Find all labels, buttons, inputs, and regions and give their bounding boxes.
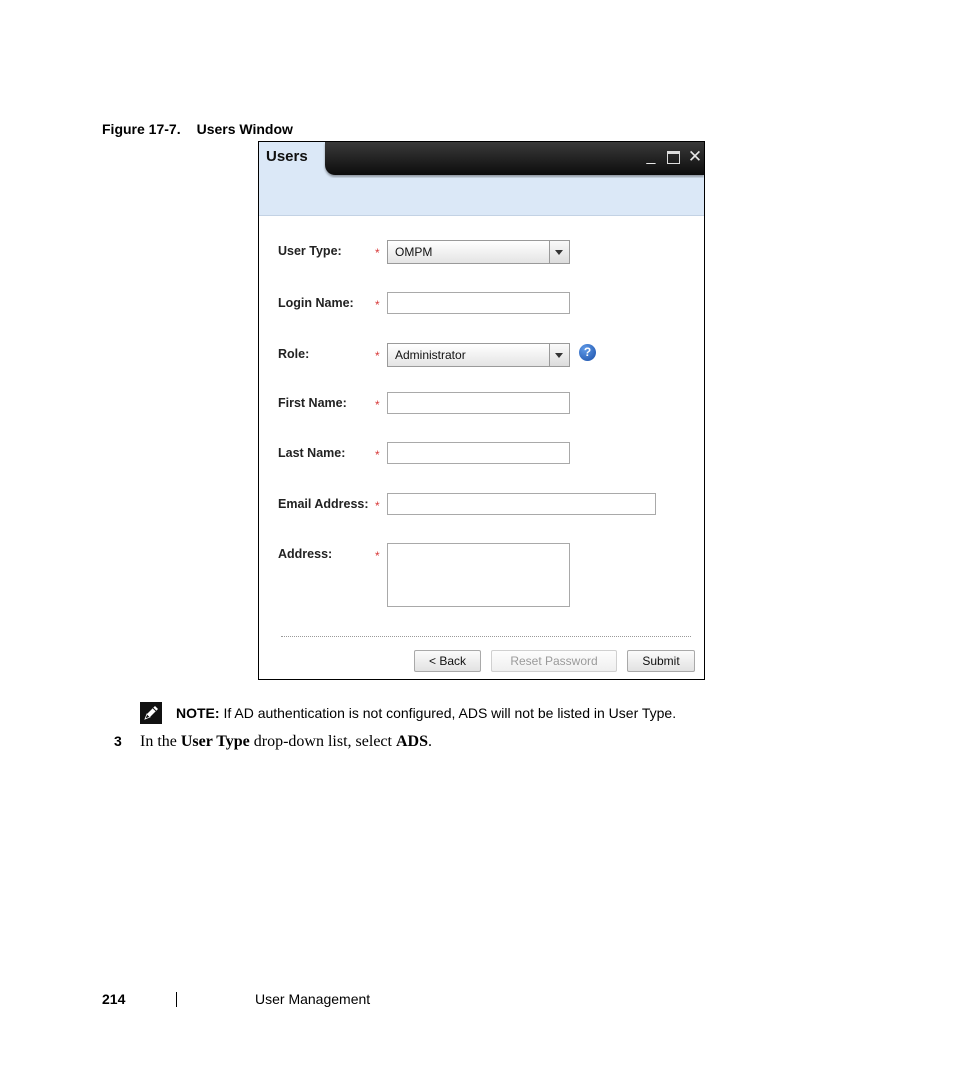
login-name-input[interactable]: [387, 292, 570, 314]
figure-number: Figure 17-7.: [102, 121, 181, 137]
user-type-label: User Type:: [278, 244, 342, 258]
step-number: 3: [114, 733, 122, 749]
step-text-pre: In the: [140, 733, 181, 750]
note-label: NOTE:: [176, 705, 220, 721]
user-type-value: OMPM: [395, 245, 433, 259]
user-type-select[interactable]: [387, 240, 570, 264]
note-text: [176, 705, 676, 721]
first-name-input[interactable]: [387, 392, 570, 414]
email-input[interactable]: [387, 493, 656, 515]
user-type-required-mark: *: [375, 246, 380, 260]
figure-caption: [102, 121, 293, 137]
role-label: Role:: [278, 347, 310, 361]
step-text-mid: drop-down list, select: [249, 733, 396, 750]
close-icon[interactable]: ✕: [687, 147, 703, 166]
chevron-down-icon[interactable]: [549, 241, 569, 263]
step-3: [114, 733, 432, 751]
back-button[interactable]: < Back: [414, 650, 481, 672]
footer-section-title: User Management: [255, 991, 371, 1007]
header-band: [259, 178, 704, 216]
first-name-required-mark: *: [375, 398, 380, 412]
submit-button[interactable]: Submit: [627, 650, 695, 672]
role-value: Administrator: [395, 348, 466, 362]
tab-users[interactable]: Users: [266, 148, 308, 165]
footer-separator: [176, 992, 177, 1007]
step-field-name: User Type: [180, 733, 250, 750]
maximize-icon[interactable]: [665, 148, 681, 166]
role-required-mark: *: [375, 349, 380, 363]
email-label: Email Address:: [278, 497, 369, 511]
step-value: ADS: [395, 733, 428, 750]
address-textarea[interactable]: [387, 543, 570, 607]
help-icon[interactable]: ?: [579, 344, 596, 361]
figure-title: Users Window: [196, 121, 293, 137]
address-label: Address:: [278, 547, 333, 561]
users-window: [258, 141, 705, 680]
note-pencil-icon: [140, 702, 162, 724]
last-name-required-mark: *: [375, 448, 380, 462]
first-name-label: First Name:: [278, 396, 347, 410]
minimize-icon[interactable]: _: [646, 148, 656, 165]
page-number: 214: [102, 991, 126, 1007]
last-name-label: Last Name:: [278, 446, 346, 460]
last-name-input[interactable]: [387, 442, 570, 464]
divider: [281, 636, 691, 637]
note-body: If AD authentication is not configured, ADS will not be listed in User Type.: [223, 705, 677, 721]
reset-password-button[interactable]: Reset Password: [491, 650, 617, 672]
email-required-mark: *: [375, 499, 380, 513]
window-titlebar: [259, 142, 704, 178]
login-name-label: Login Name:: [278, 296, 354, 310]
login-name-required-mark: *: [375, 298, 380, 312]
chevron-down-icon[interactable]: [549, 344, 569, 366]
address-required-mark: *: [375, 549, 380, 563]
role-select[interactable]: [387, 343, 570, 367]
step-text-end: .: [427, 733, 432, 750]
